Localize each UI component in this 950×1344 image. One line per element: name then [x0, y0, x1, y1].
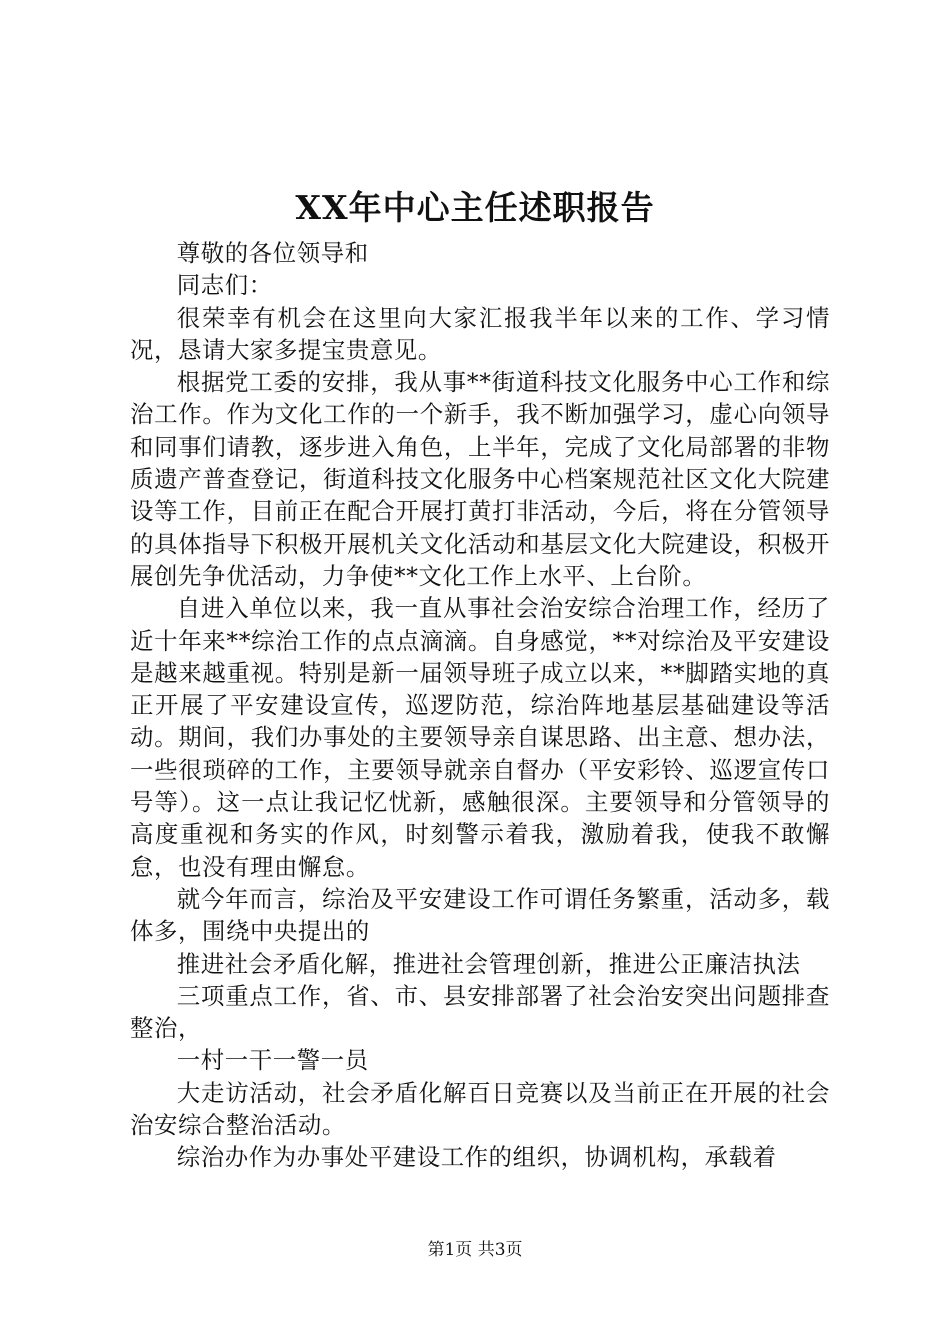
- paragraph-culture-work: 根据党工委的安排，我从事**街道科技文化服务中心工作和综治工作。作为文化工作的一个新手，我不断加强学习，虚心向领导和同事们请教，逐步进入角色，上半年，完成了文化局部署的非物质遗产普查登记，街道科技文化服务中心档案规范社区文化大院建设等工作，目前正在配合开展打黄打非活动，今后，将在分管领导的具体指导下积极开展机关文化活动和基层文化大院建设，积极开展创先争优活动，力争使**文化工作上水平、上台阶。: [130, 368, 830, 590]
- page-number: 第1页 共3页: [427, 1240, 523, 1260]
- salutation-line-1: 尊敬的各位领导和: [176, 239, 369, 267]
- paragraph-slogan: 一村一干一警一员: [176, 1046, 369, 1075]
- paragraph-security-work: 自进入单位以来，我一直从事社会治安综合治理工作，经历了近十年来**综治工作的点点滴滴。自身感觉，**对综治及平安建设是越来越重视。特别是新一届领导班子成立以来，**脚踏实地的真正开展了平安建设宣传，巡逻防范，综治阵地基层基础建设等活动。期间，我们办事处的主要领导亲自谋思路、出主意、想办法，一些很琐碎的工作，主要领导就亲自督办（平安彩铃、巡逻宣传口号等）。这一点让我记忆忧新，感触很深。主要领导和分管领导的高度重视和务实的作风，时刻警示着我，激励着我，使我不敢懈怠，也没有理由懈怠。: [130, 594, 830, 881]
- paragraph-three-priorities: 三项重点工作，省、市、县安排部署了社会治安突出问题排查整治，: [130, 981, 830, 1043]
- paragraph-office-role: 综治办作为办事处平建设工作的组织，协调机构，承载着: [176, 1143, 777, 1172]
- paragraph-key-tasks: 推进社会矛盾化解，推进社会管理创新，推进公正廉洁执法: [176, 949, 801, 978]
- paragraph-visit-campaign: 大走访活动，社会矛盾化解百日竞赛以及当前正在开展的社会治安综合整治活动。: [130, 1078, 830, 1140]
- paragraph-intro: 很荣幸有机会在这里向大家汇报我半年以来的工作、学习情况，恳请大家多提宝贵意见。: [130, 303, 830, 364]
- salutation-line-2: 同志们：: [176, 271, 273, 300]
- paragraph-this-year: 就今年而言，综治及平安建设工作可谓任务繁重，活动多，载体多，围绕中央提出的: [130, 884, 830, 946]
- document-body: [130, 237, 830, 1174]
- document-title: XX年中心主任述职报告: [295, 188, 655, 227]
